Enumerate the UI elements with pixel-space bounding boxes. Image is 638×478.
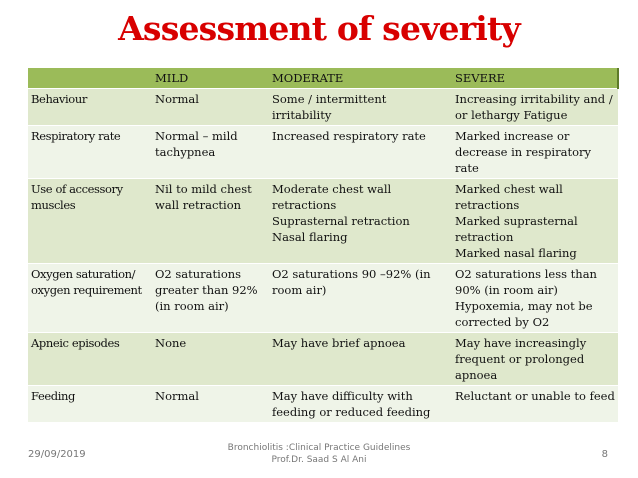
row-label: Apneic episodes <box>28 333 152 386</box>
table-row-apneic-episodes <box>28 333 618 386</box>
header-mild: MILD <box>152 68 269 89</box>
header-moderate: MODERATE <box>269 68 452 89</box>
table-row-behaviour <box>28 89 618 126</box>
table-row-oxygen-saturation <box>28 264 618 333</box>
page-number: 8 <box>601 449 608 460</box>
table-row-feeding <box>28 386 618 423</box>
cell-line: Hypoxemia, may not be corrected by O2 <box>455 299 593 329</box>
cell-severe: May have increasingly frequent or prolonged apnoea <box>452 333 618 386</box>
cell-moderate: May have brief apnoea <box>269 333 452 386</box>
cell-line: Marked chest wall retractions <box>455 182 563 212</box>
table-row-accessory-muscles <box>28 179 618 264</box>
footer-date: 29/09/2019 <box>28 449 86 460</box>
table-header-row <box>28 68 618 89</box>
cell-severe: Marked increase or decrease in respiratory rate <box>452 126 618 179</box>
cell-moderate: May have difficulty with feeding or reduced feeding <box>269 386 452 423</box>
severity-table <box>28 68 619 423</box>
cell-mild: Normal <box>152 386 269 423</box>
cell-line: Marked nasal flaring <box>455 246 577 260</box>
cell-line: Suprasternal retraction <box>272 214 410 228</box>
cell-line: Nasal flaring <box>272 230 348 244</box>
cell-line: Marked suprasternal retraction <box>455 214 578 244</box>
cell-severe: Increasing irritability and / or lethargy Fatigue <box>452 89 618 126</box>
cell-line: Moderate chest wall retractions <box>272 182 392 212</box>
cell-line: O2 saturations less than 90% (in room air) <box>455 267 597 297</box>
header-cell-empty <box>28 68 152 89</box>
row-label: Respiratory rate <box>28 126 152 179</box>
cell-moderate <box>269 179 452 264</box>
row-label: Behaviour <box>28 89 152 126</box>
cell-mild: Normal <box>152 89 269 126</box>
footer-line-1: Bronchiolitis :Clinical Practice Guidelines <box>227 443 411 453</box>
header-severe: SEVERE <box>452 68 618 89</box>
cell-moderate: Increased respiratory rate <box>269 126 452 179</box>
table-row-respiratory-rate <box>28 126 618 179</box>
cell-mild: None <box>152 333 269 386</box>
cell-severe <box>452 264 618 333</box>
cell-severe <box>452 179 618 264</box>
row-label: Feeding <box>28 386 152 423</box>
row-label: Use of accessory muscles <box>28 179 152 264</box>
footer-line-2: Prof.Dr. Saad S Al Ani <box>271 455 367 465</box>
cell-mild: O2 saturations greater than 92% (in room air) <box>152 264 269 333</box>
slide-title: Assessment of severity <box>118 9 520 48</box>
cell-moderate: O2 saturations 90 –92% (in room air) <box>269 264 452 333</box>
cell-mild: Normal – mild tachypnea <box>152 126 269 179</box>
cell-severe: Reluctant or unable to feed <box>452 386 618 423</box>
footer-source <box>210 442 428 466</box>
row-label: Oxygen saturation/ oxygen requirement <box>28 264 152 333</box>
cell-mild: Nil to mild chest wall retraction <box>152 179 269 264</box>
cell-moderate: Some / intermittent irritability <box>269 89 452 126</box>
